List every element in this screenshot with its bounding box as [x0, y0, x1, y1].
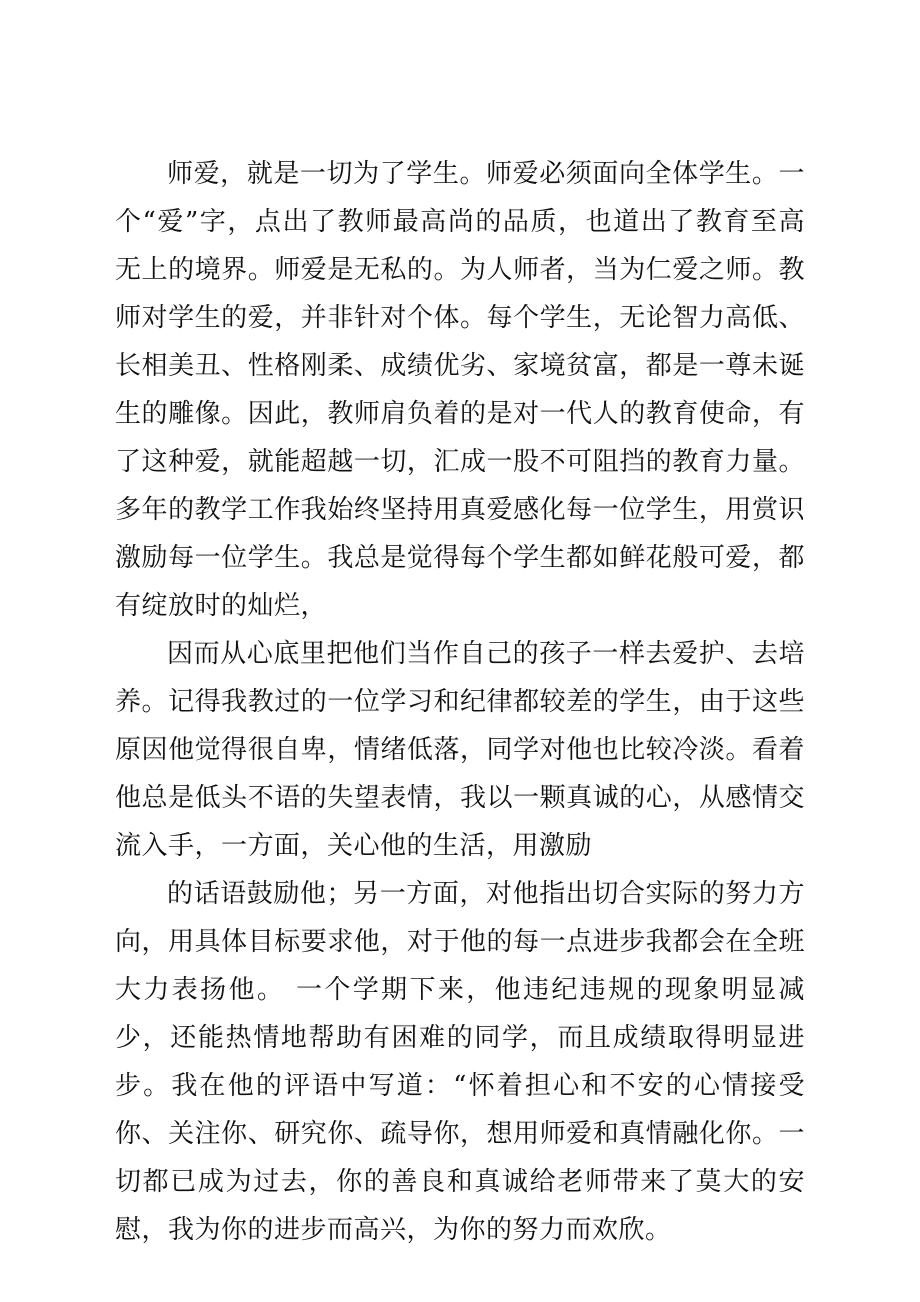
- paragraph-3: 的话语鼓励他；另一方面，对他指出切合实际的努力方向，用具体目标要求他，对于他的每一点进步我都会在全班大力表扬他。 一个学期下来，他违纪违规的现象明显减少，还能热情地帮助有困难的同学，而且成绩取得明显进步。我在他的评语中写道：“怀着担心和不安的心情接受你、关注你、研究你、疏导你，想用师爱和真情融化你。一切都已成为过去，你的善良和真诚给老师带来了莫大的安慰，我为你的进步而高兴，为你的努力而欢欣。: [115, 879, 805, 1245]
- paragraph-1: 师爱，就是一切为了学生。师爱必须面向全体学生。一个“爱”字，点出了教师最高尚的品质，也道出了教育至高无上的境界。师爱是无私的。为人师者，当为仁爱之师。教师对学生的爱，并非针对个体。每个学生，无论智力高低、长相美丑、性格刚柔、成绩优劣、家境贫富，都是一尊未诞生的雕像。因此，教师肩负着的是对一代人的教育使命，有了这种爱，就能超越一切，汇成一股不可阻挡的教育力量。多年的教学工作我始终坚持用真爱感化每一位学生，用赏识激励每一位学生。我总是觉得每个学生都如鲜花般可爱，都有绽放时的灿烂，: [115, 159, 805, 621]
- paragraph-2: 因而从心底里把他们当作自己的孩子一样去爱护、去培养。记得我教过的一位学习和纪律都较差的学生，由于这些原因他觉得很自卑，情绪低落，同学对他也比较冷淡。看着他总是低头不语的失望表情，我以一颗真诚的心，从感情交流入手，一方面，关心他的生活，用激励: [115, 639, 805, 861]
- document-body: [115, 150, 805, 1254]
